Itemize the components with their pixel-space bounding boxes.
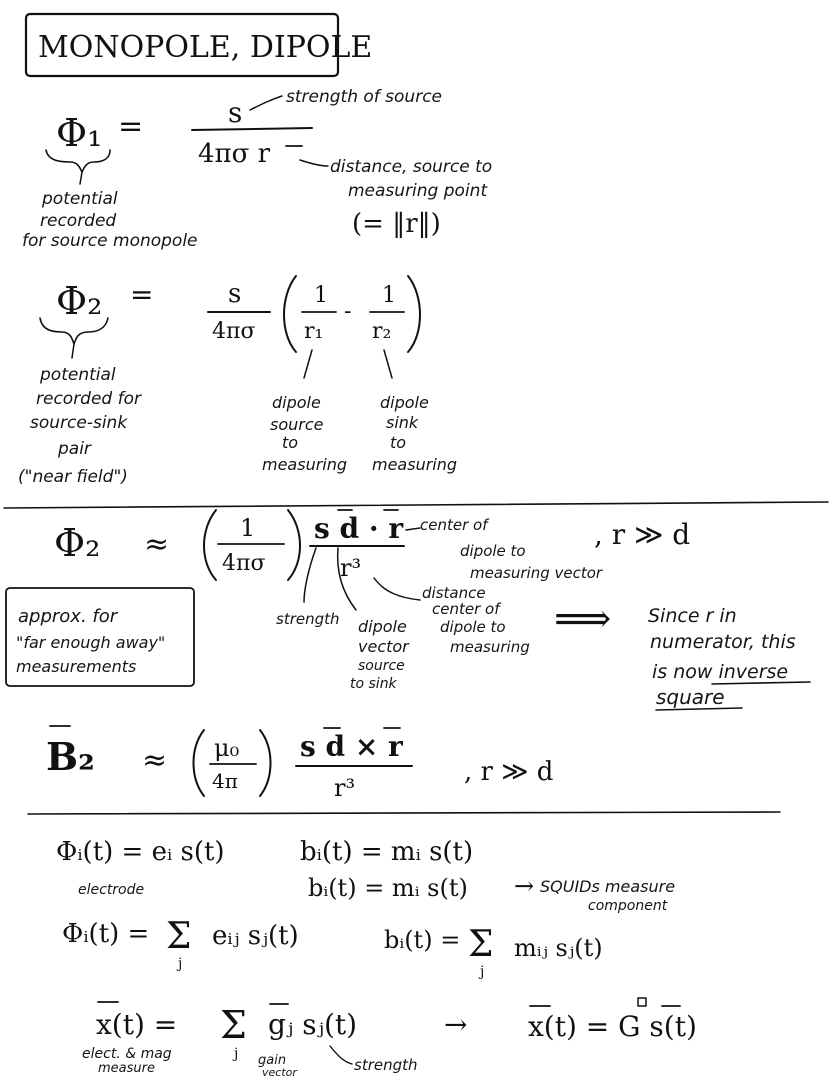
since-3: is now inverse xyxy=(652,661,789,683)
strength-pointer-ff xyxy=(304,548,316,602)
eq5-lhs: bᵢ(t) = xyxy=(384,926,461,954)
farfield-numerator: s d · r xyxy=(314,512,404,545)
eq2: bᵢ(t) = mᵢ s(t) xyxy=(300,837,474,867)
eq5-rhs: mᵢⱼ sⱼ(t) xyxy=(514,934,603,962)
distance-note-line1: distance, source to xyxy=(330,157,493,177)
ff-dipvec-3: source xyxy=(358,658,405,674)
magnetic-coef-num: μ₀ xyxy=(214,734,240,762)
strength-note: strength of source xyxy=(286,87,442,107)
dipole-label-3: source-sink xyxy=(30,413,128,433)
r2-note-4: measuring xyxy=(372,455,458,474)
r2-pointer xyxy=(384,350,392,378)
r2-note-3: to xyxy=(390,433,407,452)
distance-pointer xyxy=(300,160,328,166)
distance-norm: (= ‖r‖) xyxy=(352,209,441,239)
farfield-approx: ≈ xyxy=(144,527,170,562)
distance-pointer-ff xyxy=(374,578,420,600)
approx-box-2: "far enough away" xyxy=(16,633,166,652)
eq4-sum: Σ xyxy=(166,916,192,957)
center-note-1: center of xyxy=(420,516,488,534)
dipole-lhs: Φ₂ xyxy=(56,279,103,323)
implies-arrow: ⟹ xyxy=(554,596,612,642)
magnetic-lhs: B₂ xyxy=(46,734,95,779)
r1-note-4: measuring xyxy=(262,455,348,474)
ff-dipvec-2: vector xyxy=(358,637,409,656)
eq6-sum-index: j xyxy=(234,1046,239,1062)
eq1: Φᵢ(t) = eᵢ s(t) xyxy=(56,837,225,867)
eq4-lhs: Φᵢ(t) = xyxy=(62,919,150,949)
magnetic-approx: ≈ xyxy=(142,743,168,778)
magnetic-coef-den: 4π xyxy=(212,769,238,793)
note-gain-2: vector xyxy=(262,1066,297,1078)
dipole-equals: = xyxy=(130,278,154,311)
dipole-label-4: pair xyxy=(58,439,91,459)
distance-note-line2: measuring point xyxy=(348,181,488,201)
eq1-note: electrode xyxy=(78,882,145,898)
dipole-term2-den: r₂ xyxy=(372,319,392,344)
eq6-rhs: gⱼ sⱼ(t) xyxy=(268,1008,358,1041)
dipole-label-2: recorded for xyxy=(36,389,142,409)
center-note-2: dipole to xyxy=(460,542,526,560)
eq5-sum: Σ xyxy=(468,924,494,965)
eq6-result: x(t) = G s(t) xyxy=(528,1010,697,1043)
r2-note-1: dipole xyxy=(380,393,429,412)
r1-pointer xyxy=(304,350,312,378)
r1-note-2: source xyxy=(270,415,324,434)
dipole-label-5: ("near field") xyxy=(18,467,128,487)
monopole-label-3: for source monopole xyxy=(22,231,198,251)
farfield-lhs: Φ₂ xyxy=(54,521,101,565)
center-note-3: measuring vector xyxy=(470,564,603,582)
monopole-label-tick xyxy=(80,172,82,184)
dipole-label-1: potential xyxy=(40,365,116,385)
note-elect-2: measure xyxy=(98,1061,155,1076)
ff-dipvec-4: to sink xyxy=(350,676,397,692)
monopole-label-1: potential xyxy=(42,189,118,209)
ff-distance-note-1: distance xyxy=(422,584,486,602)
eq3-arrow: → xyxy=(514,872,535,900)
farfield-coef-paren-left xyxy=(204,510,216,580)
eq5-sum-index: j xyxy=(480,964,485,980)
monopole-label-2: recorded xyxy=(40,211,117,231)
dipole-paren-right xyxy=(408,276,420,352)
monopole-lhs: Φ₁ xyxy=(56,111,103,155)
dipole-label-tick xyxy=(72,344,74,358)
dipole-term1-den: r₁ xyxy=(304,319,324,344)
eq6-lhs: x(t) = xyxy=(96,1008,178,1041)
ff-dipvec-1: dipole xyxy=(358,617,407,636)
matrix-marker xyxy=(638,998,646,1006)
note-gain-1: gain xyxy=(258,1053,287,1068)
approx-box-1: approx. for xyxy=(18,606,118,627)
since-4: square xyxy=(656,685,725,709)
since-1: Since r in xyxy=(648,605,737,627)
ff-distance-note-2: center of xyxy=(432,600,500,618)
strength-pointer xyxy=(250,96,282,110)
dipole-minus: - xyxy=(344,299,352,324)
ff-distance-note-4: measuring xyxy=(450,638,530,656)
farfield-condition: , r ≫ d xyxy=(594,518,691,551)
r1-note-3: to xyxy=(282,433,299,452)
monopole-equals: = xyxy=(118,109,144,144)
eq4-rhs: eᵢⱼ sⱼ(t) xyxy=(212,921,299,951)
divider-2 xyxy=(28,812,780,814)
approx-box-3: measurements xyxy=(16,657,137,676)
r1-note-1: dipole xyxy=(272,393,321,412)
magnetic-condition: , r ≫ d xyxy=(464,757,554,787)
monopole-denominator: 4πσ r xyxy=(198,139,271,169)
dipole-numerator: s xyxy=(228,279,242,309)
farfield-coef-paren-right xyxy=(288,510,300,580)
ff-distance-note-3: dipole to xyxy=(440,618,506,636)
strength-pointer-linear xyxy=(330,1046,352,1064)
dipole-denominator: 4πσ xyxy=(212,319,256,344)
eq6-arrow: → xyxy=(444,1008,468,1041)
eq3-note-2: component xyxy=(588,898,668,914)
magnetic-denominator: r³ xyxy=(334,774,356,802)
since-2: numerator, this xyxy=(650,631,796,653)
farfield-coef-num: 1 xyxy=(240,514,256,542)
page-title: MONOPOLE, DIPOLE xyxy=(38,30,373,65)
eq3: bᵢ(t) = mᵢ s(t) xyxy=(308,874,468,902)
r2-note-2: sink xyxy=(386,413,419,432)
center-pointer xyxy=(406,528,420,530)
dipole-paren-left xyxy=(284,276,296,352)
note-strength: strength xyxy=(354,1056,418,1074)
monopole-fraction-bar xyxy=(192,128,312,130)
eq4-sum-index: j xyxy=(178,956,183,972)
divider-1 xyxy=(4,502,828,508)
dipole-term2-num: 1 xyxy=(382,283,396,308)
magnetic-paren-right xyxy=(260,730,271,796)
farfield-coef-den: 4πσ xyxy=(222,551,266,576)
eq3-note-1: SQUIDs measure xyxy=(540,877,676,896)
farfield-denominator: r³ xyxy=(340,554,362,582)
eq6-sum: Σ xyxy=(220,1003,247,1047)
note-elect-1: elect. & mag xyxy=(82,1046,172,1062)
ff-strength: strength xyxy=(276,610,340,628)
magnetic-paren-left xyxy=(194,730,205,796)
dipole-term1-num: 1 xyxy=(314,283,328,308)
monopole-numerator: s xyxy=(228,96,243,129)
magnetic-numerator: s d × r xyxy=(300,730,403,763)
